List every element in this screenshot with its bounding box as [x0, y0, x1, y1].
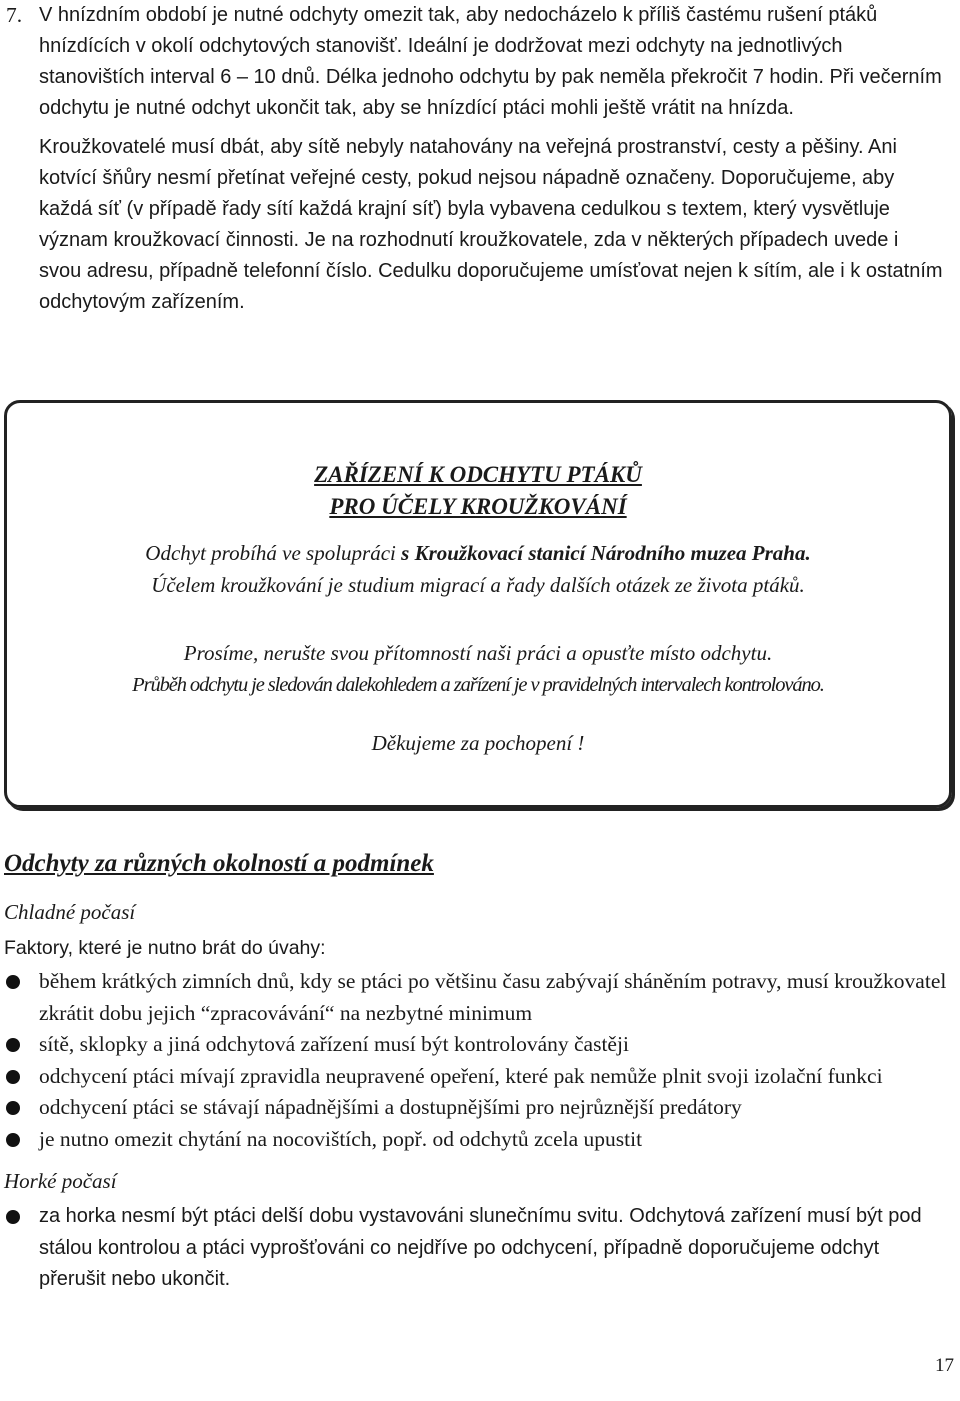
bullet-dot-icon [6, 975, 20, 989]
sign-line-cooperation-prefix: Odchyt probíhá ve spolupráci [145, 541, 402, 565]
list-item [4, 1201, 949, 1296]
list-item [4, 1029, 949, 1061]
bullet-text: odchycení ptáci mívají zpravidla neupravené opeření, které pak nemůže plnit svoji izolační funkci [39, 1063, 883, 1088]
bullet-text: během krátkých zimních dnů, kdy se ptáci po většinu času zabývají sháněním potravy, musí kroužkovatel zkrátit dobu jejich “zpracovávání“ na nezbytné minimum [39, 969, 947, 1025]
bullet-dot-icon [6, 1038, 20, 1052]
list-item [4, 1061, 949, 1093]
list-item [4, 1092, 949, 1124]
sign-line-request: Prosíme, nerušte svou přítomností naši práci a opusťte místo odchytu. [183, 641, 773, 665]
paragraph-net-placement: Kroužkovatelé musí dbát, aby sítě nebyly natahovány na veřejná prostranství, cesty a pěšiny. Ani kotvící šňůry nesmí přetínat veřejné cesty, pokud nejsou nápadně označeny. Doporučujeme, aby každá síť (v případě řady sítí každá krajní síť) byla vybavena cedulkou s textem, který vysvětluje význam kroužkovací činnosti. Je na rozhodnutí kroužkovatele, zda v některých případech uvede i svou adresu, případně telefonní číslo. Cedulku doporučujeme umísťovat nejen k sítím, ale i k ostatním odchytovým zařízením. [39, 136, 943, 313]
sign-box [4, 400, 952, 808]
bullet-dot-icon [6, 1101, 20, 1115]
sign-title-line2: PRO ÚČELY KROUŽKOVÁNÍ [329, 494, 627, 519]
hot-weather-list [4, 1201, 949, 1296]
list-item [4, 1124, 949, 1156]
bullet-text: odchycení ptáci se stávají nápadnějšími a dostupnějšími pro nejrůznější predátory [39, 1095, 742, 1119]
sign-line-cooperation [7, 537, 949, 569]
hot-weather-subheading: Horké počasí [4, 1169, 117, 1193]
page-number: 17 [935, 1355, 954, 1376]
item-number: 7. [6, 3, 23, 27]
bullet-dot-icon [6, 1070, 20, 1084]
hot-weather-block [4, 1165, 949, 1296]
conditions-section [4, 844, 949, 1296]
section-heading: Odchyty za různých okolností a podmínek [4, 850, 434, 877]
bullet-text: za horka nesmí být ptáci delší dobu vystavováni slunečnímu svitu. Odchytová zařízení musí být pod stálou kontrolou a ptáci vyprošťováni co nejdříve po odchycení, případně doporučujeme odchyt přerušit nebo ukončit. [39, 1205, 922, 1290]
paragraph-nesting-period: V hnízdním období je nutné odchyty omezit tak, aby nedocházelo k příliš častému rušení ptáků hnízdících v okolí odchytových stanovišť. Ideální je dodržovat mezi odchyty na jednotlivých stanovištích interval 6 – 10 dnů. Délka jednoho odchytu by pak neměla překročit 7 hodin. Při večerním odchytu je nutné odchyt ukončit tak, aby se hnízdící ptáci mohli ještě vrátit na hnízda. [39, 4, 942, 119]
sign-line-cooperation-bold: s Kroužkovací stanicí Národního muzea Praha. [401, 541, 811, 565]
sign-line-thanks: Děkujeme za pochopení ! [371, 731, 585, 755]
cold-weather-block [4, 896, 949, 1155]
bullet-text: je nutno omezit chytání na nocovištích, popř. od odchytů zcela upustit [39, 1126, 643, 1151]
bullet-dot-icon [6, 1133, 20, 1147]
sign-line-monitoring: Průběh odchytu je sledován dalekohledem a zařízení je v pravidelných intervalech kontrolováno. [132, 674, 824, 696]
sign-title-line1: ZAŘÍZENÍ K ODCHYTU PTÁKŮ [314, 462, 642, 487]
list-item [4, 966, 949, 1029]
bullet-dot-icon [6, 1210, 20, 1224]
list-item-7 [6, 0, 946, 326]
bullet-text: sítě, sklopky a jiná odchytová zařízení musí být kontrolovány častěji [39, 1032, 629, 1056]
item-body [39, 0, 946, 318]
sign-line-purpose: Účelem kroužkování je studium migrací a řady dalších otázek ze života ptáků. [151, 573, 805, 597]
factors-intro: Faktory, které je nutno brát do úvahy: [4, 937, 326, 959]
cold-weather-list [4, 966, 949, 1155]
cold-weather-subheading: Chladné počasí [4, 900, 136, 924]
